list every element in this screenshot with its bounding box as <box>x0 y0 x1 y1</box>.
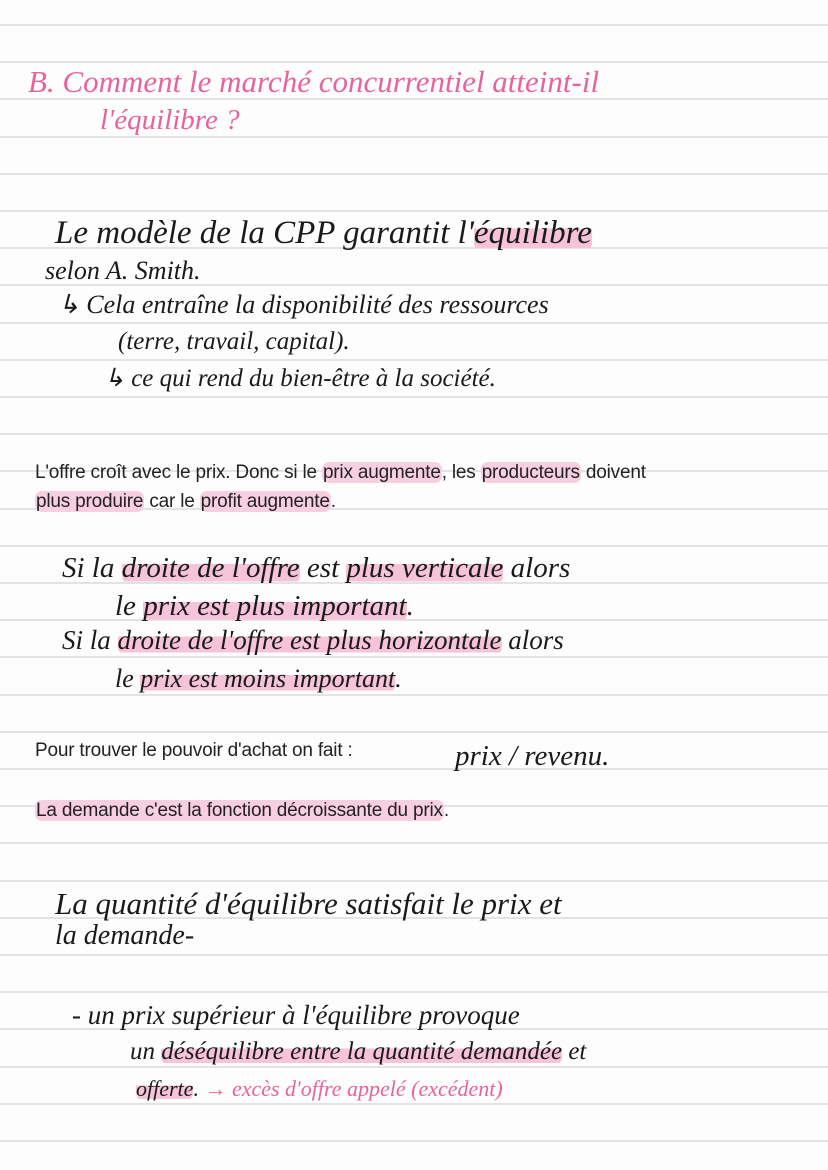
note-line <box>115 590 414 623</box>
ruled-line <box>0 61 828 63</box>
note-line <box>115 664 402 694</box>
highlighted-text: offerte <box>136 1076 194 1101</box>
text: . <box>406 590 414 622</box>
highlighted-text: prix est moins important <box>140 664 396 693</box>
note-line <box>62 552 570 585</box>
highlighted-text: prix est plus important <box>143 590 407 622</box>
highlighted-text: plus produire <box>36 491 144 512</box>
highlighted-text: droite de l'offre <box>121 552 300 584</box>
section-title-line2: l'équilibre ? <box>100 104 240 136</box>
typed-line <box>35 800 449 822</box>
text: . <box>443 800 449 821</box>
ruled-line <box>0 173 828 175</box>
note-line <box>136 1076 503 1102</box>
ruled-line <box>0 954 828 956</box>
section-title-line1: B. Comment le marché concurrentiel atteint-il <box>28 64 600 99</box>
note-line: - un prix supérieur à l'équilibre provoque <box>72 1000 520 1030</box>
text: alors <box>501 625 564 655</box>
text: Le modèle de la CPP garantit l' <box>55 215 474 251</box>
ruled-line <box>0 656 828 658</box>
note-line <box>130 1038 586 1066</box>
ruled-line <box>0 359 828 361</box>
text: . <box>193 1076 199 1101</box>
pink-annotation: → excès d'offre appelé (excédent) <box>204 1076 503 1101</box>
text: alors <box>503 552 571 584</box>
highlighted-text: droite de l'offre est plus horizontale <box>117 625 502 655</box>
ruled-line <box>0 842 828 844</box>
text: est <box>299 552 347 584</box>
ruled-line <box>0 322 828 324</box>
note-line <box>62 625 564 656</box>
note-line: selon A. Smith. <box>45 256 201 285</box>
typed-paragraph-line <box>35 491 336 513</box>
ruled-line <box>0 24 828 26</box>
ruled-line <box>0 731 828 733</box>
note-line: La quantité d'équilibre satisfait le prix et <box>55 886 562 921</box>
highlighted-text: profit augmente <box>200 491 330 512</box>
ruled-line <box>0 210 828 212</box>
note-line: la demande- <box>55 920 195 951</box>
text: Si la <box>62 552 122 584</box>
ruled-line <box>0 545 828 547</box>
ruled-line <box>0 768 828 770</box>
text: , les <box>441 462 481 483</box>
note-line: (terre, travail, capital). <box>118 328 350 355</box>
highlighted-text: plus verticale <box>346 552 504 584</box>
ruled-line <box>0 1103 828 1105</box>
text: . <box>395 664 402 693</box>
text: car le <box>144 491 200 512</box>
text: et <box>562 1038 587 1065</box>
highlighted-text: producteurs <box>481 462 580 483</box>
text: un <box>130 1038 162 1065</box>
note-line <box>55 215 592 252</box>
typed-line: Pour trouver le pouvoir d'achat on fait : <box>35 740 353 761</box>
ruled-line <box>0 1140 828 1142</box>
text: doivent <box>580 462 646 483</box>
ruled-line <box>0 396 828 398</box>
text: L'offre croît avec le prix. Donc si le <box>35 462 322 483</box>
ruled-line <box>0 991 828 993</box>
typed-paragraph-line <box>35 462 646 484</box>
note-line: ↳ ce qui rend du bien-être à la société. <box>104 365 496 392</box>
text: le <box>115 664 141 693</box>
text: le <box>115 590 144 622</box>
note-line: prix / revenu. <box>455 740 610 772</box>
highlighted-text: prix augmente <box>322 462 441 483</box>
note-line: ↳ Cela entraîne la disponibilité des ressources <box>58 290 549 319</box>
ruled-line <box>0 880 828 882</box>
highlighted-text: La demande c'est la fonction décroissante du prix <box>36 800 443 821</box>
highlighted-text: équilibre <box>473 215 592 251</box>
text: Si la <box>62 625 118 655</box>
text: . <box>330 491 336 512</box>
ruled-line <box>0 433 828 435</box>
highlighted-text: déséquilibre entre la quantité demandée <box>161 1038 563 1065</box>
